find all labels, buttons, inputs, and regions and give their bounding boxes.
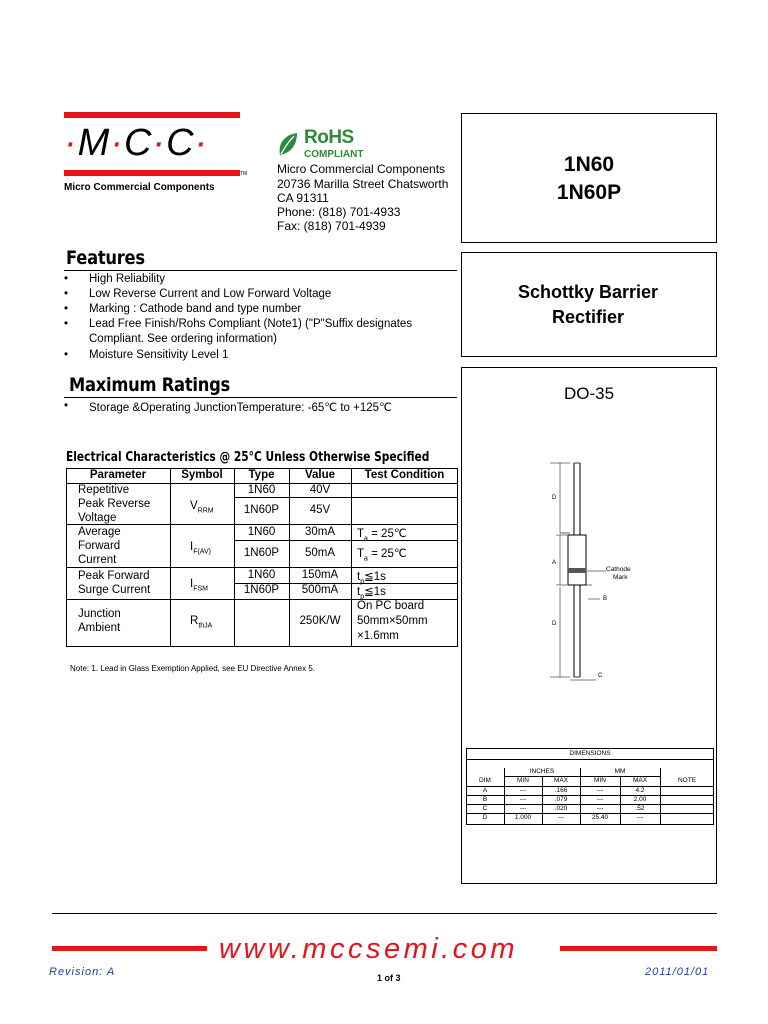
logo-letter-m: M bbox=[77, 122, 111, 164]
value-cell: 500mA bbox=[301, 584, 339, 596]
feature-text: High Reliability bbox=[89, 273, 166, 285]
dim-cell: --- bbox=[636, 814, 644, 821]
mcc-logo bbox=[64, 122, 208, 165]
dim-cell: B bbox=[482, 796, 488, 803]
feature-text: Marking : Cathode band and type number bbox=[89, 303, 302, 315]
cathode-label-1: Cathode bbox=[606, 566, 631, 573]
logo-dot: · bbox=[64, 122, 78, 164]
electrical-characteristics-title: Electrical Characteristics @ 25°C Unless Otherwise Specified bbox=[66, 450, 430, 465]
symbol-letter: V bbox=[190, 500, 198, 512]
bullet: • bbox=[64, 273, 69, 285]
table-rule bbox=[234, 540, 458, 541]
footnote: Note: 1. Lead in Glass Exemption Applied, see EU Directive Annex 5. bbox=[70, 664, 316, 673]
feature-text: Moisture Sensitivity Level 1 bbox=[89, 349, 229, 361]
dim-header-mm: MM bbox=[614, 768, 626, 775]
col-header-type: Type bbox=[248, 469, 275, 481]
param-text: Ambient bbox=[78, 622, 121, 634]
rohs-title: RoHS bbox=[304, 127, 354, 148]
dim-header-min: MIN bbox=[517, 777, 529, 784]
revision-label: Revision: A bbox=[49, 966, 116, 978]
symbol-letter: I bbox=[190, 578, 194, 590]
logo-dot: · bbox=[110, 122, 124, 164]
dim-cell: .020 bbox=[554, 805, 568, 812]
logo-letter-c: C bbox=[166, 122, 195, 164]
dim-cell: --- bbox=[519, 787, 527, 794]
dim-cell: 1.000 bbox=[514, 814, 532, 821]
logo-subtitle: Micro Commercial Components bbox=[64, 182, 215, 193]
feature-text: Lead Free Finish/Rohs Compliant (Note1) ("P"Suffix designates bbox=[89, 318, 413, 330]
dim-header-max: MAX bbox=[632, 777, 648, 784]
param-text: Average bbox=[78, 526, 121, 538]
dim-rule bbox=[466, 759, 714, 760]
leaf-icon bbox=[277, 131, 299, 157]
do35-package-diagram bbox=[540, 455, 660, 685]
dim-header-dim: DIM bbox=[479, 777, 491, 784]
footer-bar-right bbox=[560, 946, 717, 951]
dim-header-inches: INCHES bbox=[529, 768, 555, 775]
max-ratings-heading: Maximum Ratings bbox=[69, 374, 231, 396]
description-box bbox=[461, 252, 717, 357]
param-text: Forward bbox=[78, 540, 121, 552]
dim-cell: --- bbox=[596, 787, 604, 794]
condition-cell bbox=[357, 569, 386, 585]
condition-subscript: p bbox=[360, 578, 365, 586]
dim-header-min: MIN bbox=[594, 777, 606, 784]
symbol-ifsm bbox=[190, 578, 208, 592]
table-rule bbox=[66, 524, 458, 525]
table-rule bbox=[170, 468, 171, 647]
dim-cell: 4.2 bbox=[635, 787, 645, 794]
symbol-letter: R bbox=[190, 615, 199, 627]
dim-cell: C bbox=[482, 805, 488, 812]
address-company: Micro Commercial Components bbox=[277, 162, 446, 176]
col-header-test-condition: Test Condition bbox=[364, 469, 445, 481]
symbol-subscript: RRM bbox=[197, 507, 214, 515]
rohs-subtitle: COMPLIANT bbox=[304, 149, 364, 160]
symbol-vrrm bbox=[190, 500, 214, 514]
param-text: Surge Current bbox=[78, 584, 151, 596]
address-fax: Fax: (818) 701-4939 bbox=[277, 219, 386, 233]
footer-rule bbox=[52, 913, 717, 914]
condition-cell bbox=[357, 584, 386, 600]
col-header-value: Value bbox=[304, 469, 336, 481]
condition-cell bbox=[357, 526, 407, 542]
value-cell: 30mA bbox=[304, 526, 336, 538]
symbol-subscript: thJA bbox=[198, 622, 213, 630]
condition-value: ≦1s bbox=[364, 586, 386, 598]
dim-label-d-bottom: D bbox=[552, 621, 557, 627]
condition-subscript: p bbox=[360, 593, 365, 601]
address-phone: Phone: (818) 701-4933 bbox=[277, 205, 401, 219]
dim-cell: .166 bbox=[554, 787, 568, 794]
condition-subscript: a bbox=[364, 535, 368, 543]
table-rule bbox=[66, 567, 458, 568]
dim-cell: --- bbox=[519, 805, 527, 812]
part-number-2: 1N60P bbox=[556, 181, 622, 204]
condition-symbol: t bbox=[357, 586, 361, 598]
description-line-2: Rectifier bbox=[551, 307, 625, 327]
symbol-rthja bbox=[190, 615, 212, 629]
dim-cell: D bbox=[482, 814, 488, 821]
dim-header-max: MAX bbox=[553, 777, 569, 784]
feature-text: Low Reverse Current and Low Forward Voltage bbox=[89, 288, 332, 300]
dim-cell: 2.00 bbox=[633, 796, 647, 803]
logo-dot: · bbox=[152, 122, 167, 164]
condition-value: = 25℃ bbox=[367, 528, 407, 540]
max-ratings-rule bbox=[64, 397, 457, 398]
condition-value: ≦1s bbox=[364, 571, 386, 583]
part-number-box bbox=[461, 113, 717, 243]
footer-bar-left bbox=[52, 946, 207, 951]
dim-label-a: A bbox=[552, 560, 557, 566]
value-cell: 250K/W bbox=[299, 615, 341, 627]
condition-cell: ×1.6mm bbox=[357, 630, 399, 642]
table-rule bbox=[234, 497, 458, 498]
type-cell: 1N60 bbox=[247, 569, 276, 581]
dim-cell: 25.40 bbox=[591, 814, 609, 821]
symbol-ifav bbox=[190, 541, 211, 555]
bullet: • bbox=[64, 400, 69, 412]
col-header-symbol: Symbol bbox=[181, 469, 223, 481]
dim-header-note: NOTE bbox=[677, 777, 697, 784]
condition-cell bbox=[357, 546, 407, 562]
type-cell: 1N60P bbox=[243, 584, 280, 596]
symbol-letter: I bbox=[190, 541, 194, 553]
table-rule bbox=[351, 468, 352, 647]
address-city: CA 91311 bbox=[277, 191, 329, 205]
param-text: Junction bbox=[78, 608, 121, 620]
value-cell: 40V bbox=[309, 484, 331, 496]
condition-symbol: T bbox=[357, 528, 365, 540]
bullet: • bbox=[64, 288, 69, 300]
feature-text: Compliant. See ordering information) bbox=[89, 333, 277, 345]
features-heading: Features bbox=[66, 247, 145, 269]
value-cell: 50mA bbox=[304, 547, 336, 559]
dim-label-b: B bbox=[603, 596, 608, 602]
revision-date: 2011/01/01 bbox=[645, 966, 710, 978]
param-text: Peak Reverse bbox=[78, 498, 151, 510]
dim-cell: .079 bbox=[554, 796, 568, 803]
rating-text: Storage &Operating JunctionTemperature: -65℃ to +125℃ bbox=[89, 402, 392, 414]
address-street: 20736 Marilla Street Chatsworth bbox=[277, 177, 449, 191]
logo-dot: · bbox=[194, 122, 209, 164]
condition-cell: On PC board bbox=[357, 600, 425, 612]
param-text: Current bbox=[78, 554, 117, 566]
type-cell: 1N60P bbox=[243, 504, 280, 516]
param-text: Repetitive bbox=[78, 484, 130, 496]
page-number: 1 of 3 bbox=[377, 973, 401, 983]
bullet: • bbox=[64, 318, 69, 330]
description-line-1: Schottky Barrier bbox=[517, 282, 659, 302]
condition-symbol: T bbox=[357, 548, 365, 560]
dim-cell: A bbox=[482, 787, 488, 794]
dim-cell: --- bbox=[519, 796, 527, 803]
trademark-mark: TM bbox=[240, 171, 248, 177]
logo-letter-c: C bbox=[123, 122, 153, 164]
symbol-subscript: F(AV) bbox=[193, 548, 211, 556]
package-name: DO-35 bbox=[563, 384, 615, 403]
cathode-label-2: Mark bbox=[613, 574, 628, 581]
type-cell: 1N60P bbox=[243, 547, 280, 559]
param-text: Voltage bbox=[78, 512, 117, 524]
value-cell: 150mA bbox=[301, 569, 339, 581]
param-text: Peak Forward bbox=[78, 570, 150, 582]
bullet: • bbox=[64, 303, 69, 315]
condition-cell: 50mm×50mm bbox=[357, 615, 428, 627]
col-header-parameter: Parameter bbox=[89, 469, 147, 481]
dim-cell: --- bbox=[596, 805, 604, 812]
dimensions-title: DIMENSIONS bbox=[569, 750, 611, 757]
logo-top-bar bbox=[64, 112, 240, 118]
condition-symbol: t bbox=[357, 571, 361, 583]
value-cell: 45V bbox=[309, 504, 331, 516]
symbol-subscript: FSM bbox=[193, 585, 208, 593]
dim-label-c: C bbox=[598, 673, 603, 679]
type-cell: 1N60 bbox=[247, 484, 276, 496]
type-cell: 1N60 bbox=[247, 526, 276, 538]
bullet: • bbox=[64, 349, 69, 361]
dim-label-d-top: D bbox=[552, 495, 557, 501]
dim-cell: --- bbox=[557, 814, 565, 821]
condition-subscript: a bbox=[364, 555, 368, 563]
part-number-1: 1N60 bbox=[563, 153, 615, 176]
logo-bottom-bar bbox=[64, 170, 240, 176]
condition-value: = 25℃ bbox=[367, 548, 407, 560]
dim-cell: --- bbox=[596, 796, 604, 803]
features-rule bbox=[64, 270, 457, 271]
website-link[interactable]: www.mccsemi.com bbox=[219, 933, 519, 965]
dim-cell: .52 bbox=[635, 805, 645, 812]
